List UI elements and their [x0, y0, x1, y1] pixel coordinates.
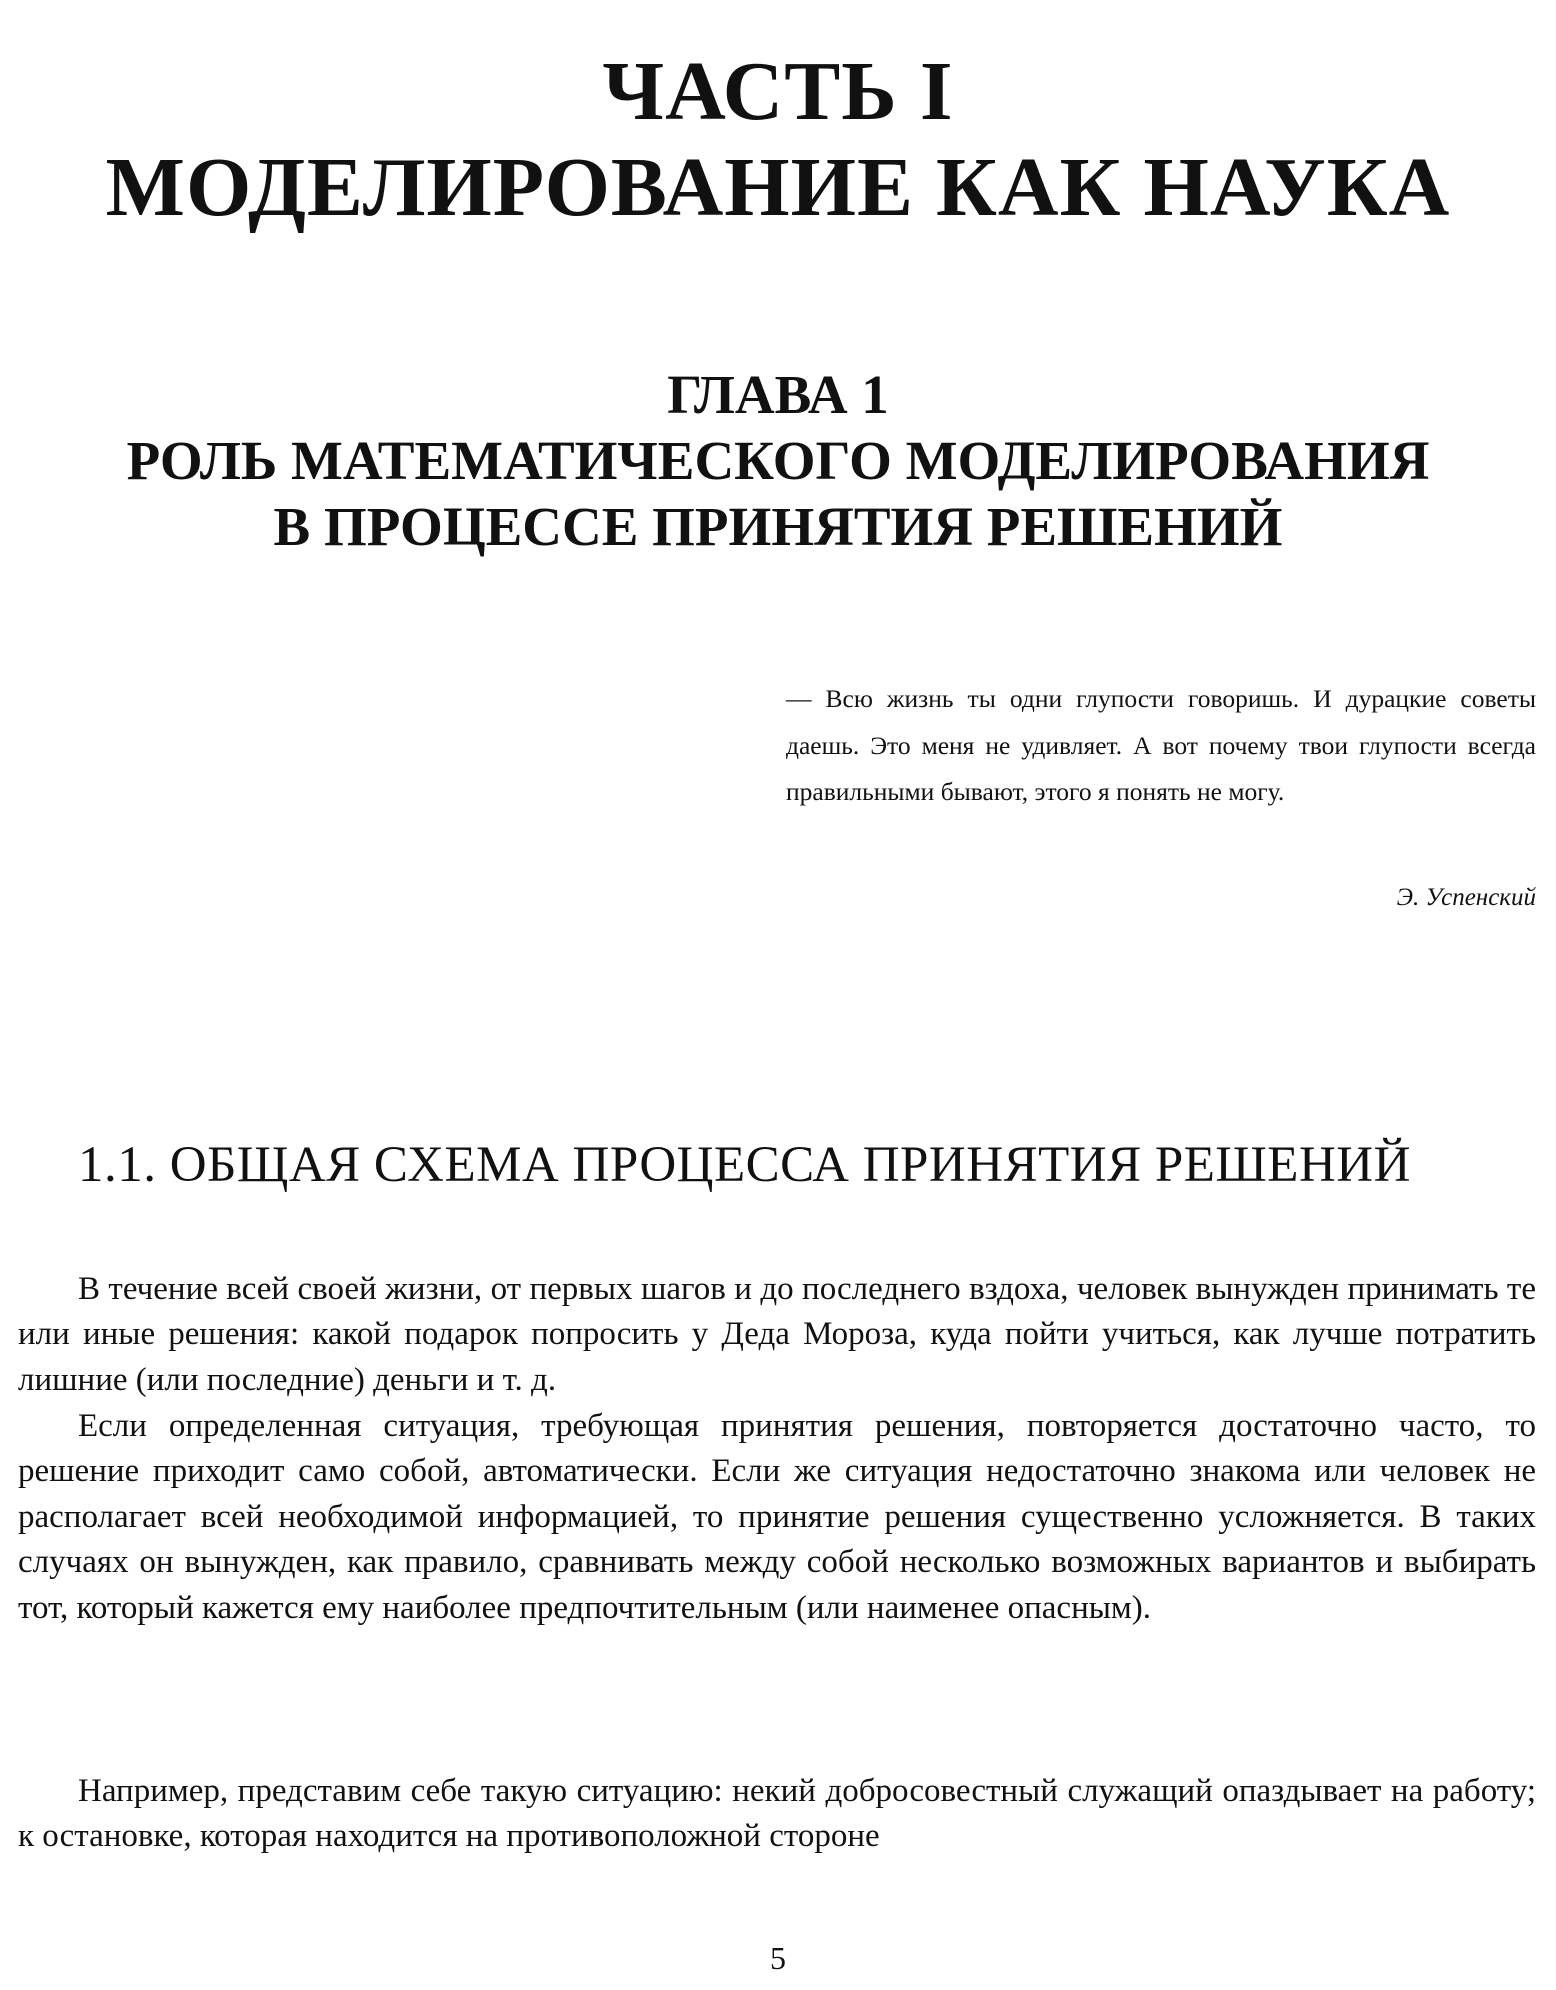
paragraph-1: В течение всей своей жизни, от первых шагов и до последнего вздоха, человек вынужден принимать те или иные решения: какой подарок попросить у Деда Мороза, куда пойти учиться, как лучше потратить лишние (или последние) деньги и т. д.	[18, 1271, 1536, 1398]
paragraph-3-block	[18, 1769, 1536, 1860]
paragraph-1-block	[18, 1267, 1536, 1403]
part-heading	[0, 44, 1556, 236]
paragraph-3: Например, представим себе такую ситуацию: некий добросовестный служащий опаздывает на работу; к остановке, которая находится на противоположной стороне	[18, 1773, 1536, 1855]
chapter-title-line-2: В ПРОЦЕССЕ ПРИНЯТИЯ РЕШЕНИЙ	[273, 496, 1283, 557]
paragraph-2: Если определенная ситуация, требующая принятия решения, повторяется достаточно часто, то решение приходит само собой, автоматически. Если же ситуация недостаточно знакома или человек не располагает всей необходимой информацией, то принятие решения существенно усложняется. В таких случаях он вынужден, как правило, сравнивать между собой несколько возможных вариантов и выбирать тот, который кажется ему наиболее предпочтительным (или наименее опасным).	[18, 1408, 1536, 1626]
chapter-title-line-1: РОЛЬ МАТЕМАТИЧЕСКОГО МОДЕЛИРОВАНИЯ	[126, 430, 1430, 491]
chapter-heading	[0, 362, 1556, 560]
page-number: 5	[770, 1940, 786, 1976]
part-title: МОДЕЛИРОВАНИЕ КАК НАУКА	[105, 141, 1451, 234]
epigraph-author: Э. Успенский	[1396, 884, 1536, 911]
chapter-number: ГЛАВА 1	[667, 364, 889, 425]
part-number: ЧАСТЬ I	[602, 45, 954, 138]
paragraph-2-block	[18, 1404, 1536, 1631]
epigraph-text: — Всю жизнь ты одни глупости говоришь. И дурацкие советы даешь. Это меня не удивляет. А вот почему твои глупости всегда правильными бывают, этого я понять не могу.	[786, 684, 1536, 806]
section-heading: 1.1. ОБЩАЯ СХЕМА ПРОЦЕССА ПРИНЯТИЯ РЕШЕНИЙ	[78, 1137, 1411, 1193]
